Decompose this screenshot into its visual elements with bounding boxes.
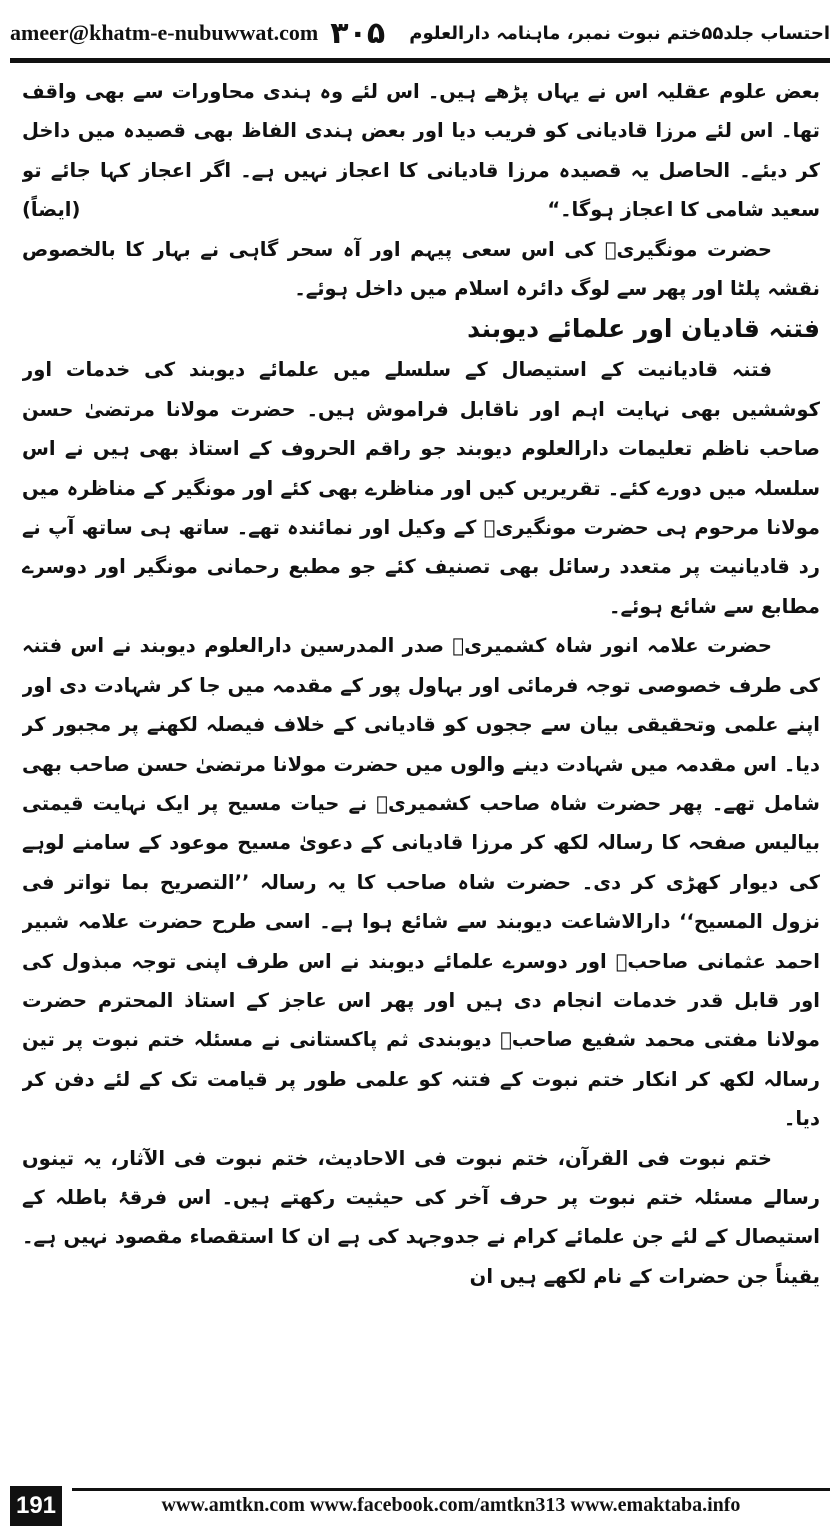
paragraph-1 (22, 72, 820, 230)
paragraph-5: ختم نبوت فی القرآن، ختم نبوت فی الاحادیث، ختم نبوت فی الآثار، یہ تینوں رسالے مسئلہ ختم نبوت پر حرف آخر کی حیثیت رکھتے ہیں۔ اس فرقۂ باطلہ کے استیصال کے لئے جن علمائے کرام نے جدوجہد کی ہے ان کا استقصاء مقصود نہیں ہے۔ یقیناً جن حضرات کے نام لکھے ہیں ان (22, 1146, 820, 1288)
header-left-group (10, 16, 385, 51)
paragraph-1-text: بعض علوم عقلیہ اس نے یہاں پڑھے ہیں۔ اس لئے وہ ہندی محاورات سے بھی واقف تھا۔ اس لئے مرزا قادیانی کو فریب دیا اور بعض ہندی الفاظ بھی قصیدہ میں داخل کر دیئے۔ الحاصل یہ قصیدہ مرزا قادیانی کا اعجاز نہیں ہے۔ اگر اعجاز کہا جائے تو سعید شامی کا اعجاز ہوگا۔“ (22, 80, 820, 222)
header-title: احتساب جلد۵۵ختم نبوت نمبر، ماہنامہ دارالعلوم (409, 22, 830, 44)
header-email: ameer@khatm-e-nubuwwat.com (10, 20, 319, 45)
paragraph-2: حضرت مونگیریؒ کی اس سعی پیہم اور آہ سحر گاہی نے بہار کا بالخصوص نقشہ پلٹا اور پھر سے لوگ دائرہ اسلام میں داخل ہوئے۔ (22, 237, 820, 301)
page-header (10, 10, 830, 56)
paragraph-4: حضرت علامہ انور شاہ کشمیریؒ صدر المدرسین دارالعلوم دیوبند نے اس فتنہ کی طرف خصوصی توجہ فرمائی اور بہاول پور کے مقدمہ میں جا کر شہادت دی اور اپنے علمی وتحقیقی بیان سے ججوں کو قادیانی کے خلاف فیصلہ لکھنے پر مجبور کر دیا۔ اس مقدمہ میں شہادت دینے والوں میں حضرت مولانا مرتضیٰ حسن صاحب بھی شامل تھے۔ پھر حضرت شاہ صاحب کشمیریؒ نے حیات مسیح پر ایک نہایت قیمتی بیالیس صفحہ کا رسالہ لکھ کر مرزا قادیانی کے دعویٰ مسیح موعود کے سامنے لوہے کی دیوار کھڑی کر دی۔ حضرت شاہ صاحب کا یہ رسالہ ’’التصریح بما تواتر فی نزول المسیح‘‘ دارالاشاعت دیوبند سے شائع ہوا ہے۔ اسی طرح حضرت علامہ شبیر احمد عثمانی صاحبؒ اور دوسرے علمائے دیوبند نے اس طرف اپنی توجہ مبذول کی اور قابل قدر خدمات انجام دی ہیں اور پھر اس عاجز کے استاذ المحترم حضرت مولانا مفتی محمد شفیع صاحبؒ دیوبندی ثم پاکستانی نے مسئلہ ختم نبوت پر تین رسالہ لکھ کر انکار ختم نبوت کے فتنہ کو علمی طور پر قیامت تک کے لئے دفن کر دیا۔ (22, 634, 820, 1131)
footer-page-number: 191 (10, 1486, 62, 1526)
footer-divider (72, 1488, 830, 1491)
section-heading: فتنہ قادیان اور علمائے دیوبند (467, 314, 820, 344)
footer-links: www.amtkn.com www.facebook.com/amtkn313 www.emaktaba.info (161, 1494, 741, 1516)
reference-ibid: (ایضاً) (22, 198, 81, 222)
header-page-number: ۳۰۵ (330, 15, 386, 51)
paragraph-3: فتنہ قادیانیت کے استیصال کے سلسلے میں علمائے دیوبند کی خدمات اور کوششیں بھی نہایت اہم اور ناقابل فراموش ہیں۔ حضرت مولانا مرتضیٰ حسن صاحب ناظم تعلیمات دارالعلوم دیوبند جو راقم الحروف کے استاذ بھی ہیں نے اس سلسلہ میں دورے کئے۔ تقریریں کیں اور مناظرے بھی کئے اور مونگیر کے مناظرہ میں مولانا مرحوم ہی حضرت مونگیریؒ کے وکیل اور نمائندہ تھے۔ ساتھ ہی ساتھ آپ نے رد قادیانیت پر متعدد رسائل بھی تصنیف کئے جو مطبع رحمانی مونگیر اور دوسرے مطابع سے شائع ہوئے۔ (22, 358, 820, 618)
page-footer (10, 1486, 830, 1526)
page-body (22, 72, 820, 1464)
header-divider (10, 58, 830, 63)
